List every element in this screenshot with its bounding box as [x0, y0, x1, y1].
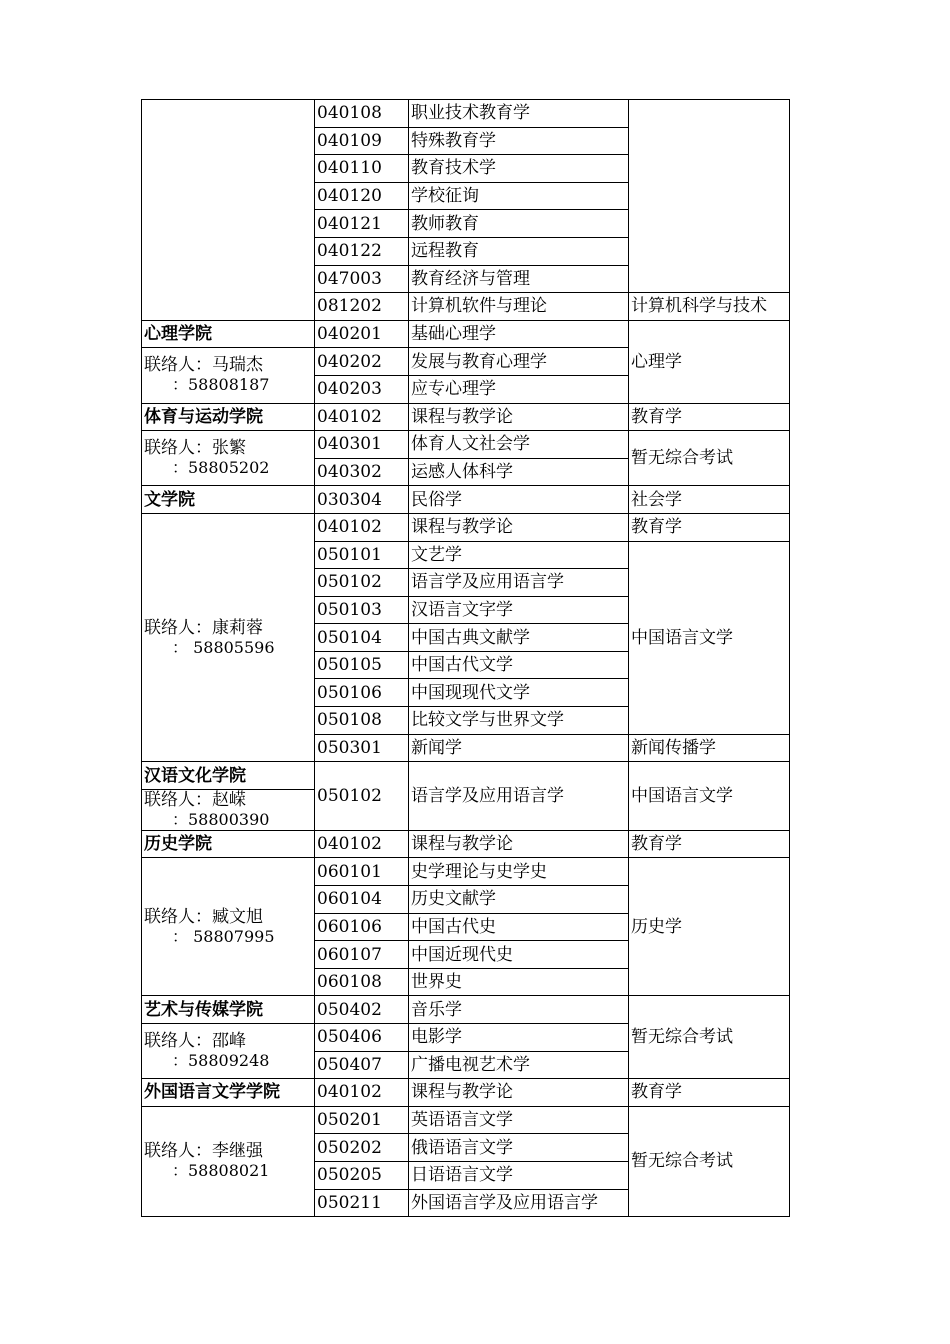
major-code: 050301 [315, 734, 409, 762]
major-name: 广播电视艺术学 [409, 1051, 629, 1079]
major-code: 060106 [315, 913, 409, 941]
exam-subject: 暂无综合考试 [629, 996, 790, 1079]
major-name: 特殊教育学 [409, 127, 629, 155]
exam-subject: 历史学 [629, 858, 790, 996]
major-code: 040109 [315, 127, 409, 155]
major-code: 047003 [315, 265, 409, 293]
major-name: 汉语言文字学 [409, 596, 629, 624]
major-code: 040301 [315, 431, 409, 459]
major-code: 050407 [315, 1051, 409, 1079]
contact-cell [142, 1024, 315, 1079]
contact-name: 联络人：赵嵘 [144, 789, 246, 810]
contact-cell [142, 789, 315, 830]
contact-cell [142, 513, 315, 761]
major-name: 历史文献学 [409, 886, 629, 914]
major-code: 040121 [315, 210, 409, 238]
contact-cell [142, 431, 315, 486]
major-name: 应专心理学 [409, 375, 629, 403]
contact-name: 联络人：康莉蓉 [144, 617, 263, 638]
major-name: 外国语言学及应用语言学 [409, 1189, 629, 1217]
table-row [142, 830, 790, 858]
major-name: 教育技术学 [409, 155, 629, 183]
major-code: 040120 [315, 182, 409, 210]
exam-subject: 教育学 [629, 403, 790, 431]
major-name: 日语语言文学 [409, 1161, 629, 1189]
major-name: 教师教育 [409, 210, 629, 238]
contact-name: 联络人：张繁 [144, 438, 246, 459]
majors-table [141, 99, 790, 1217]
major-code: 060104 [315, 886, 409, 914]
major-name: 语言学及应用语言学 [409, 569, 629, 597]
major-code: 040110 [315, 155, 409, 183]
major-name: 新闻学 [409, 734, 629, 762]
contact-phone: ：58808187 [172, 375, 270, 395]
major-name: 中国古代文学 [409, 651, 629, 679]
major-name: 中国现现代文学 [409, 679, 629, 707]
major-code: 040102 [315, 1079, 409, 1107]
major-name: 基础心理学 [409, 320, 629, 348]
major-code: 060108 [315, 968, 409, 996]
major-code: 050106 [315, 679, 409, 707]
major-name: 计算机软件与理论 [409, 293, 629, 321]
major-code: 050211 [315, 1189, 409, 1217]
contact-phone: ：58800390 [172, 809, 270, 829]
major-code: 050406 [315, 1024, 409, 1052]
major-code: 040302 [315, 458, 409, 486]
contact-name: 联络人：邵峰 [144, 1031, 246, 1052]
major-code: 050104 [315, 624, 409, 652]
major-code: 050101 [315, 541, 409, 569]
major-name: 中国古典文献学 [409, 624, 629, 652]
major-name: 课程与教学论 [409, 513, 629, 541]
exam-subject: 中国语言文学 [629, 541, 790, 734]
major-code: 030304 [315, 486, 409, 514]
major-code: 040201 [315, 320, 409, 348]
major-code: 050402 [315, 996, 409, 1024]
table-row [142, 100, 790, 128]
major-name: 中国古代史 [409, 913, 629, 941]
major-name: 体育人文社会学 [409, 431, 629, 459]
major-name: 音乐学 [409, 996, 629, 1024]
table-row [142, 1106, 790, 1134]
exam-cell-empty [629, 100, 790, 293]
table-row [142, 1079, 790, 1107]
college-cell-empty [142, 100, 315, 321]
contact-phone: ： 58807995 [172, 926, 275, 946]
contact-phone: ：58809248 [172, 1051, 270, 1071]
major-code: 060101 [315, 858, 409, 886]
major-code: 050102 [315, 762, 409, 831]
table-row [142, 996, 790, 1024]
table-row [142, 513, 790, 541]
major-name: 运感人体科学 [409, 458, 629, 486]
college-name: 心理学院 [142, 320, 315, 348]
exam-subject: 中国语言文学 [629, 762, 790, 831]
major-name: 史学理论与史学史 [409, 858, 629, 886]
contact-cell [142, 348, 315, 403]
major-name: 中国近现代史 [409, 941, 629, 969]
major-name: 比较文学与世界文学 [409, 707, 629, 735]
college-name: 文学院 [142, 486, 315, 514]
exam-subject: 暂无综合考试 [629, 431, 790, 486]
table-row [142, 320, 790, 348]
major-name: 俄语语言文学 [409, 1134, 629, 1162]
major-name: 学校征询 [409, 182, 629, 210]
major-name: 职业技术教育学 [409, 100, 629, 128]
major-name: 课程与教学论 [409, 403, 629, 431]
exam-subject: 心理学 [629, 320, 790, 403]
major-code: 040108 [315, 100, 409, 128]
major-code: 040102 [315, 513, 409, 541]
exam-subject: 暂无综合考试 [629, 1106, 790, 1216]
exam-subject: 教育学 [629, 513, 790, 541]
major-code: 040202 [315, 348, 409, 376]
college-name: 历史学院 [142, 830, 315, 858]
major-code: 040102 [315, 830, 409, 858]
major-code: 040122 [315, 237, 409, 265]
major-name: 世界史 [409, 968, 629, 996]
major-name: 发展与教育心理学 [409, 348, 629, 376]
major-name: 课程与教学论 [409, 1079, 629, 1107]
contact-name: 联络人：李继强 [144, 1141, 263, 1162]
college-name: 外国语言文学学院 [142, 1079, 315, 1107]
major-code: 040203 [315, 375, 409, 403]
contact-cell [142, 858, 315, 996]
major-code: 050103 [315, 596, 409, 624]
college-name: 体育与运动学院 [142, 403, 315, 431]
table-row [142, 486, 790, 514]
major-name: 电影学 [409, 1024, 629, 1052]
major-code: 050108 [315, 707, 409, 735]
major-name: 教育经济与管理 [409, 265, 629, 293]
contact-name: 联络人：马瑞杰 [144, 355, 263, 376]
major-code: 060107 [315, 941, 409, 969]
table-row [142, 403, 790, 431]
major-code: 081202 [315, 293, 409, 321]
college-name: 汉语文化学院 [142, 762, 315, 790]
college-name: 艺术与传媒学院 [142, 996, 315, 1024]
major-code: 050105 [315, 651, 409, 679]
exam-subject: 社会学 [629, 486, 790, 514]
exam-subject: 计算机科学与技术 [629, 293, 790, 321]
table-row [142, 858, 790, 886]
major-code: 050202 [315, 1134, 409, 1162]
major-name: 语言学及应用语言学 [409, 762, 629, 831]
contact-phone: ：58808021 [172, 1161, 270, 1181]
contact-name: 联络人：臧文旭 [144, 906, 263, 927]
major-name: 英语语言文学 [409, 1106, 629, 1134]
major-code: 050201 [315, 1106, 409, 1134]
major-code: 050102 [315, 569, 409, 597]
major-name: 课程与教学论 [409, 830, 629, 858]
contact-phone: ： 58805596 [172, 637, 275, 657]
major-code: 050205 [315, 1161, 409, 1189]
exam-subject: 教育学 [629, 830, 790, 858]
major-name: 远程教育 [409, 237, 629, 265]
contact-phone: ：58805202 [172, 458, 270, 478]
exam-subject: 教育学 [629, 1079, 790, 1107]
table-row [142, 431, 790, 459]
table-row [142, 762, 790, 790]
exam-subject: 新闻传播学 [629, 734, 790, 762]
major-name: 民俗学 [409, 486, 629, 514]
major-name: 文艺学 [409, 541, 629, 569]
contact-cell [142, 1106, 315, 1216]
major-code: 040102 [315, 403, 409, 431]
